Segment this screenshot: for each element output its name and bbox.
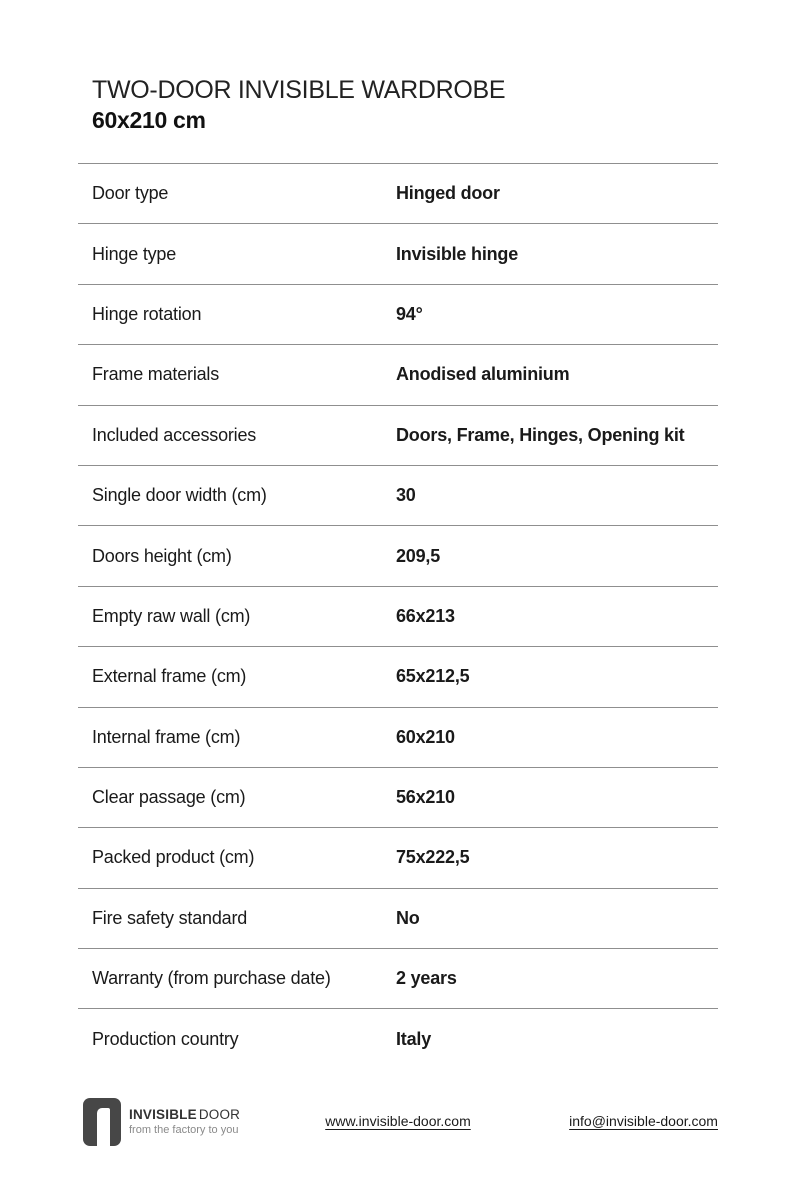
- invisible-door-logo-icon: [83, 1098, 121, 1146]
- spec-value: Hinged door: [396, 183, 500, 204]
- spec-label: Hinge type: [92, 243, 177, 264]
- spec-label: External frame (cm): [92, 666, 247, 687]
- footer-center: [291, 1113, 504, 1131]
- spec-value: No: [396, 907, 420, 928]
- spec-label: Packed product (cm): [92, 847, 255, 868]
- door-opening-shape: [97, 1108, 110, 1146]
- spec-label: Included accessories: [92, 424, 257, 445]
- spec-label: Single door width (cm): [92, 485, 267, 506]
- table-row: [78, 465, 718, 525]
- spec-value: 2 years: [396, 968, 457, 989]
- footer-left: [78, 1098, 291, 1146]
- spec-value: 65x212,5: [396, 666, 470, 687]
- page-subtitle: 60x210 cm: [92, 106, 206, 133]
- spec-value: 209,5: [396, 545, 441, 566]
- spec-label: Frame materials: [92, 364, 220, 385]
- page-footer: [78, 1098, 718, 1146]
- table-row: [78, 646, 718, 706]
- spec-label: Hinge rotation: [92, 303, 202, 324]
- brand-tagline: from the factory to you: [129, 1124, 239, 1137]
- spec-label: Empty raw wall (cm): [92, 605, 251, 626]
- spec-label: Production country: [92, 1028, 239, 1049]
- table-row: [78, 284, 718, 344]
- spec-value: 75x222,5: [396, 847, 470, 868]
- table-row: [78, 586, 718, 646]
- spec-value: Anodised aluminium: [396, 364, 570, 385]
- spec-label: Clear passage (cm): [92, 787, 246, 808]
- table-row: [78, 948, 718, 1008]
- table-row: [78, 344, 718, 404]
- brand-name-primary: INVISIBLE: [129, 1106, 197, 1122]
- table-row: [78, 707, 718, 767]
- table-row: [78, 767, 718, 827]
- spec-label: Door type: [92, 183, 169, 204]
- table-row: [78, 405, 718, 465]
- footer-right: [505, 1113, 718, 1131]
- spec-value: 56x210: [396, 787, 455, 808]
- page-title: TWO-DOOR INVISIBLE WARDROBE: [92, 76, 506, 104]
- spec-table: [78, 163, 718, 1069]
- email-link[interactable]: info@invisible-door.com: [569, 1113, 718, 1129]
- spec-value: Italy: [396, 1028, 432, 1049]
- table-row: [78, 888, 718, 948]
- brand-name: [129, 1107, 240, 1123]
- spec-label: Doors height (cm): [92, 545, 232, 566]
- spec-value: 94°: [396, 303, 423, 324]
- table-row: [78, 163, 718, 223]
- website-link[interactable]: www.invisible-door.com: [325, 1113, 471, 1129]
- brand-name-secondary: DOOR: [198, 1106, 241, 1122]
- spec-value: 66x213: [396, 605, 455, 626]
- spec-value: Invisible hinge: [396, 243, 519, 264]
- table-row: [78, 827, 718, 887]
- spec-label: Internal frame (cm): [92, 726, 241, 747]
- spec-value: 60x210: [396, 726, 455, 747]
- page-header: [78, 76, 718, 133]
- spec-value: Doors, Frame, Hinges, Opening kit: [396, 424, 685, 445]
- spec-label: Fire safety standard: [92, 907, 248, 928]
- brand-logo: [78, 1098, 291, 1146]
- table-row: [78, 525, 718, 585]
- table-row: [78, 223, 718, 283]
- spec-label: Warranty (from purchase date): [92, 968, 331, 989]
- brand-text: [129, 1107, 240, 1137]
- table-row: [78, 1008, 718, 1068]
- spec-value: 30: [396, 485, 416, 506]
